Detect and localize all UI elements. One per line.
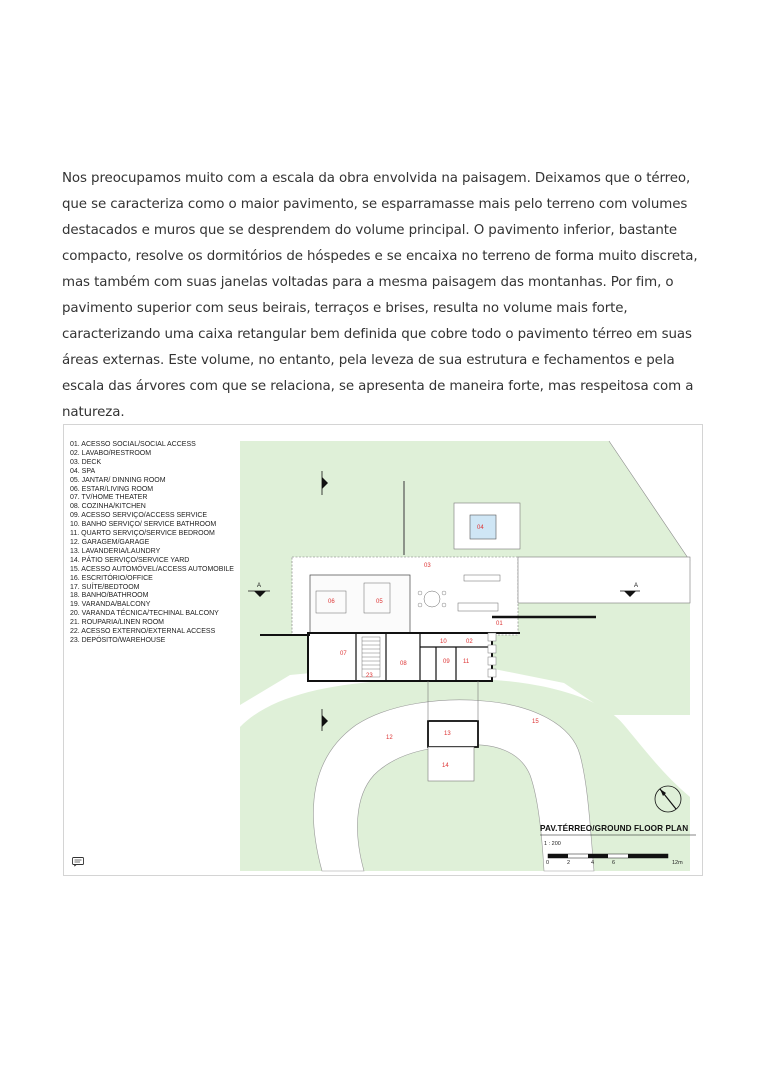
room-label-09: 09 — [443, 659, 450, 665]
legend-item: 01. ACESSO SOCIAL/SOCIAL ACCESS — [70, 441, 196, 448]
legend-item: 16. ESCRITÓRIO/OFFICE — [70, 574, 153, 582]
legend-item: 23. DEPÓSITO/WAREHOUSE — [70, 636, 166, 644]
room-label-13: 13 — [444, 731, 451, 737]
legend-item: 15. ACESSO AUTOMÓVEL/ACCESS AUTOMOBILE — [70, 565, 234, 573]
legend-item: 12. GARAGEM/GARAGE — [70, 538, 150, 546]
room-label-23: 23 — [366, 673, 373, 679]
legend-item: 02. LAVABO/RESTROOM — [70, 449, 152, 457]
section-label: A — [257, 583, 262, 589]
legend-item: 08. COZINHA/KITCHEN — [70, 503, 146, 511]
scale-tick: 0 — [546, 860, 550, 866]
legend-item: 10. BANHO SERVIÇO/ SERVICE BATHROOM — [70, 521, 217, 529]
ground-floor-plan-figure — [63, 424, 703, 876]
legend-item: 14. PÁTIO SERVIÇO/SERVICE YARD — [70, 556, 190, 564]
room-label-04: 04 — [477, 525, 484, 531]
scale-tick: 4 — [591, 860, 595, 866]
legend-item: 17. SUÍTE/BEDTOOM — [70, 583, 140, 591]
legend-item: 04. SPA — [70, 467, 96, 475]
service-yard — [428, 747, 474, 781]
room-label-10: 10 — [440, 639, 447, 645]
scale-tick: 6 — [612, 860, 616, 866]
plan-scale: 1 : 200 — [544, 841, 561, 847]
legend-item: 07. TV/HOME THEATER — [70, 494, 148, 502]
room-label-07: 07 — [340, 651, 347, 657]
legend-item: 22. ACESSO EXTERNO/EXTERNAL ACCESS — [70, 628, 216, 636]
room-label-11: 11 — [463, 659, 470, 665]
legend-item: 19. VARANDA/BALCONY — [70, 601, 151, 609]
room-label-14: 14 — [442, 763, 449, 769]
living-dining-room — [310, 575, 410, 633]
legend-item: 18. BANHO/BATHROOM — [70, 592, 149, 600]
plan-legend — [70, 441, 234, 646]
room-label-03: 03 — [424, 563, 431, 569]
scale-tick: 2 — [567, 860, 571, 866]
service-wing — [308, 633, 492, 681]
scale-tick: 12m — [672, 860, 683, 866]
laundry-block — [428, 721, 478, 747]
legend-item: 11. QUARTO SERVIÇO/SERVICE BEDROOM — [70, 530, 215, 538]
legend-item: 20. VARANDA TÉCNICA/TECHINAL BALCONY — [70, 610, 219, 618]
room-label-05: 05 — [376, 599, 383, 605]
room-label-02: 02 — [466, 639, 473, 645]
room-label-15: 15 — [532, 719, 539, 725]
legend-item: 13. LAVANDERIA/LAUNDRY — [70, 547, 161, 555]
legend-item: 05. JANTAR/ DINNING ROOM — [70, 476, 166, 484]
comment-icon[interactable] — [72, 857, 84, 867]
section-label: A — [634, 583, 639, 589]
plan-title: PAV.TÉRREO/GROUND FLOOR PLAN — [540, 824, 689, 833]
room-label-08: 08 — [400, 661, 407, 667]
legend-item: 03. DECK — [70, 458, 102, 466]
article-paragraph: Nos preocupamos muito com a escala da obra envolvida na paisagem. Deixamos que o térreo, que se caracteriza como o maior pavimento, se esparramasse mais pelo terreno com volumes destacados e muros que se desprendem do volume principal. O pavimento inferior, bastante compacto, resolve os dormitórios de hóspedes e se encaixa no terreno de forma muito discreta, mas também com suas janelas voltadas para a mesma paisagem das montanhas. Por fim, o pavimento superior com seus beirais, terraços e brises, resulta no volume mais forte, caracterizando uma caixa retangular bem definida que cobre todo o pavimento térreo em suas áreas externas. Este volume, no entanto, pela leveza de sua estrutura e fechamentos e pela escala das árvores com que se relaciona, se apresenta de maneira forte, mas respeitosa com a natureza. — [62, 171, 698, 420]
deck-extension — [518, 557, 690, 603]
room-label-01: 01 — [496, 621, 503, 627]
room-label-12: 12 — [386, 735, 393, 741]
legend-item: 09. ACESSO SERVIÇO/ACCESS SERVICE — [70, 512, 208, 520]
legend-item: 21. ROUPARIA/LINEN ROOM — [70, 619, 165, 627]
room-label-06: 06 — [328, 599, 335, 605]
legend-item: 06. ESTAR/LIVING ROOM — [70, 485, 154, 493]
